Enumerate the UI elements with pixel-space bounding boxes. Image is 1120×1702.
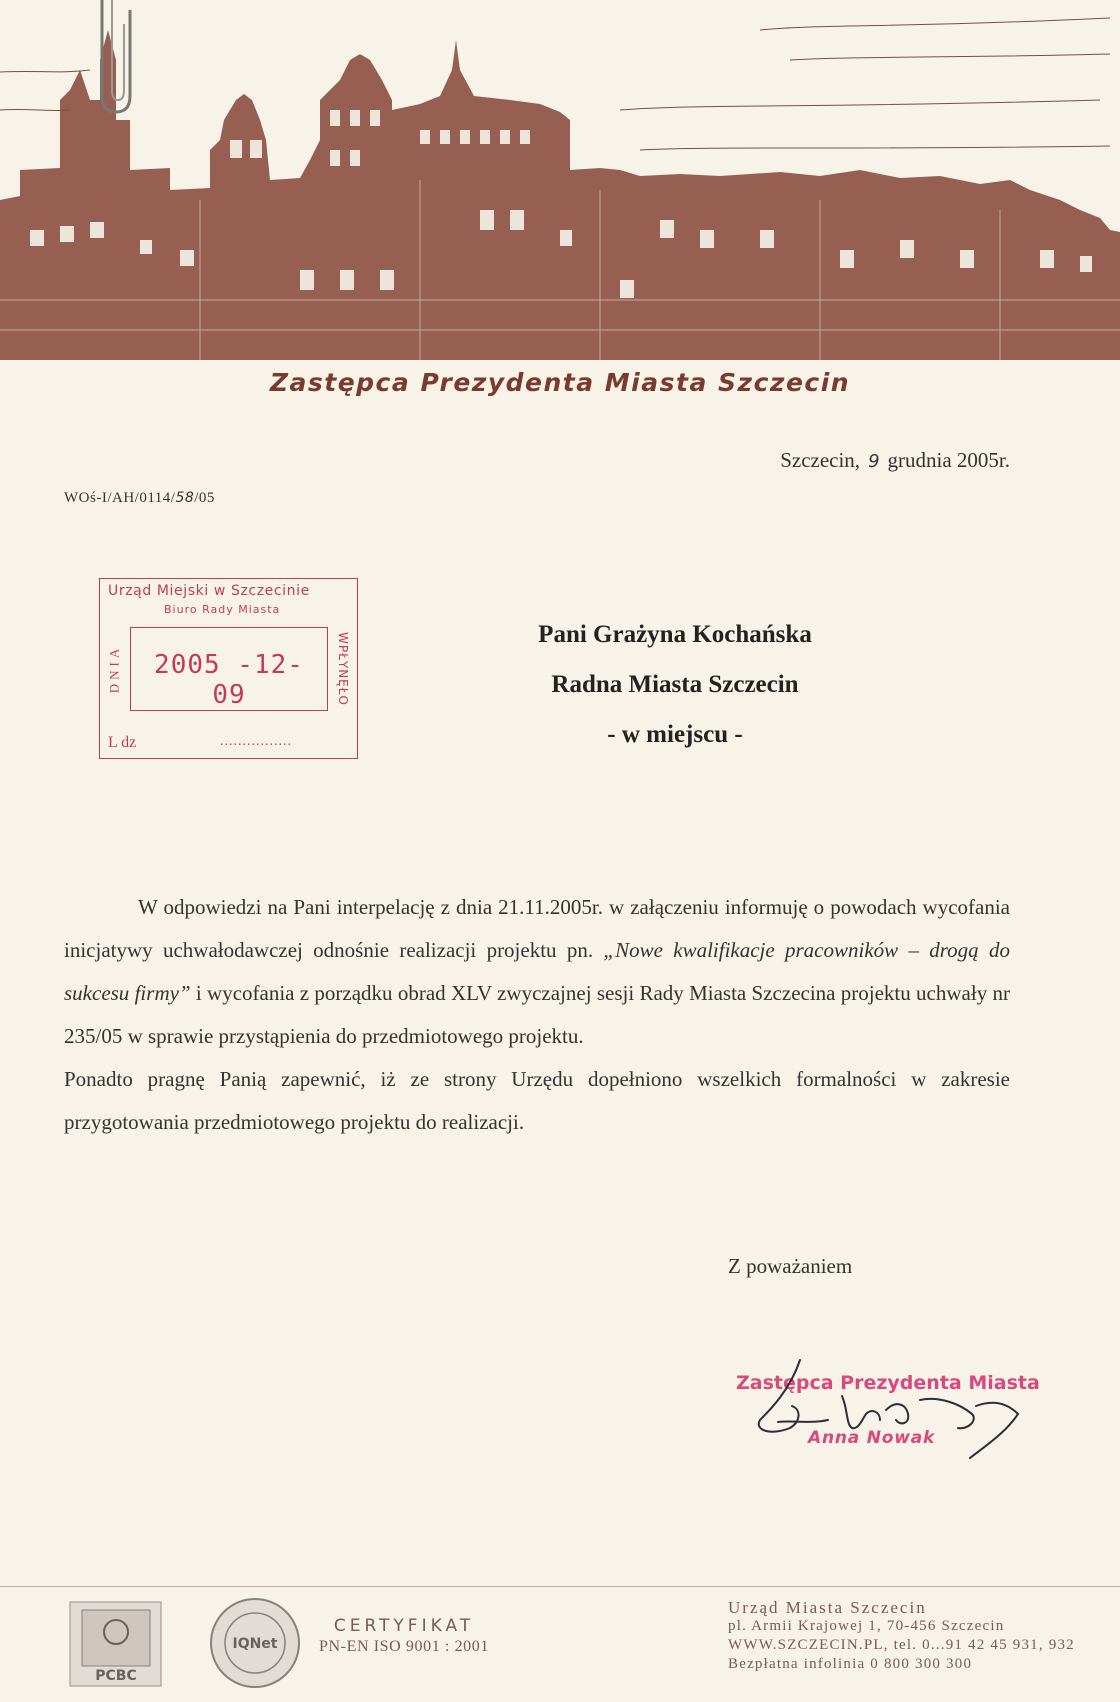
letterhead-title: Zastępca Prezydenta Miasta Szczecin — [269, 368, 851, 397]
reference-prefix: WOś-I/AH/0114/ — [64, 490, 176, 506]
office-name: Urząd Miasta Szczecin — [728, 1598, 927, 1617]
addressee-name: Pani Grażyna Kochańska — [538, 621, 812, 648]
date-place: Szczecin, — [780, 448, 861, 472]
letter-body — [64, 886, 1010, 1144]
body-paragraph-1 — [64, 886, 1010, 1058]
iqnet-certification-logo — [208, 1596, 302, 1690]
certificate-block — [314, 1616, 494, 1656]
paper-clip-icon — [90, 0, 150, 120]
stamp-ldz: L dz — [108, 734, 137, 751]
stamp-office: Urząd Miejski w Szczecinie — [108, 583, 310, 599]
date-day-handwritten: 9 — [868, 451, 880, 472]
certificate-standard: PN-EN ISO 9001 : 2001 — [319, 1638, 489, 1655]
reference-number — [64, 490, 215, 507]
addressee-block — [450, 610, 900, 760]
office-website-phone: WWW.SZCZECIN.PL, tel. 0...91 42 45 931, 932 — [728, 1637, 1075, 1653]
stamp-right-label: WPŁYNĘŁO — [336, 632, 350, 706]
stamp-dots: ................ — [220, 734, 292, 749]
body-paragraph-2: Ponadto pragnę Panią zapewnić, iż ze strony Urzędu dopełniono wszelkich formalności w zakresie przygotowania przedmiotowego projektu do realizacji. — [64, 1067, 1010, 1134]
body-p1-start: W odpowiedzi na Pani interpelację z dnia 21.11.2005r. w załączeniu informuję o powodach wycofania inicjatywy uchwałodawczej odnośnie realizacji projektu pn. — [64, 895, 1010, 962]
addressee-role: Radna Miasta Szczecin — [551, 671, 799, 698]
certificate-label: CERTYFIKAT — [333, 1616, 475, 1636]
body-p1-quote: „Nowe kwalifikacje pracowników – drogą do sukcesu firmy” — [64, 938, 1010, 1005]
addressee-location: - w miejscu - — [607, 721, 743, 748]
reference-handwritten-number: 58 — [175, 490, 195, 506]
stamp-left-label: DNIA — [106, 644, 121, 694]
signature-stamp-title: Zastępca Prezydenta Miasta — [736, 1372, 1040, 1394]
date-month-year: grudnia 2005r. — [887, 448, 1010, 472]
stamp-unit: Biuro Rady Miasta — [164, 603, 281, 616]
body-p1-end: i wycofania z porządku obrad XLV zwyczajnej sesji Rady Miasta Szczecina projektu uchwały nr 235/05 w sprawie przystąpienia do przedmiotowego projektu. — [64, 981, 1010, 1048]
received-stamp — [99, 578, 358, 759]
office-address: pl. Armii Krajowej 1, 70-456 Szczecin — [728, 1618, 1005, 1634]
closing-regards: Z poważaniem — [728, 1254, 853, 1278]
handwritten-signature — [730, 1340, 1030, 1470]
letter-date — [780, 448, 1010, 473]
stamp-date-box — [130, 627, 328, 711]
footer-divider — [0, 1586, 1120, 1587]
pcbc-label: PCBC — [95, 1668, 137, 1684]
pcbc-certification-logo — [68, 1600, 163, 1688]
office-infoline: Bezpłatna infolinia 0 800 300 300 — [728, 1656, 973, 1672]
qnet-label: IQNet — [232, 1636, 278, 1652]
signature-stamp-name: Anna Nowak — [808, 1428, 936, 1448]
stamp-date: 2005 -12- 09 — [154, 650, 304, 710]
city-panorama-illustration — [0, 0, 1120, 362]
reference-suffix: /05 — [194, 490, 215, 506]
office-contact — [728, 1598, 1075, 1674]
